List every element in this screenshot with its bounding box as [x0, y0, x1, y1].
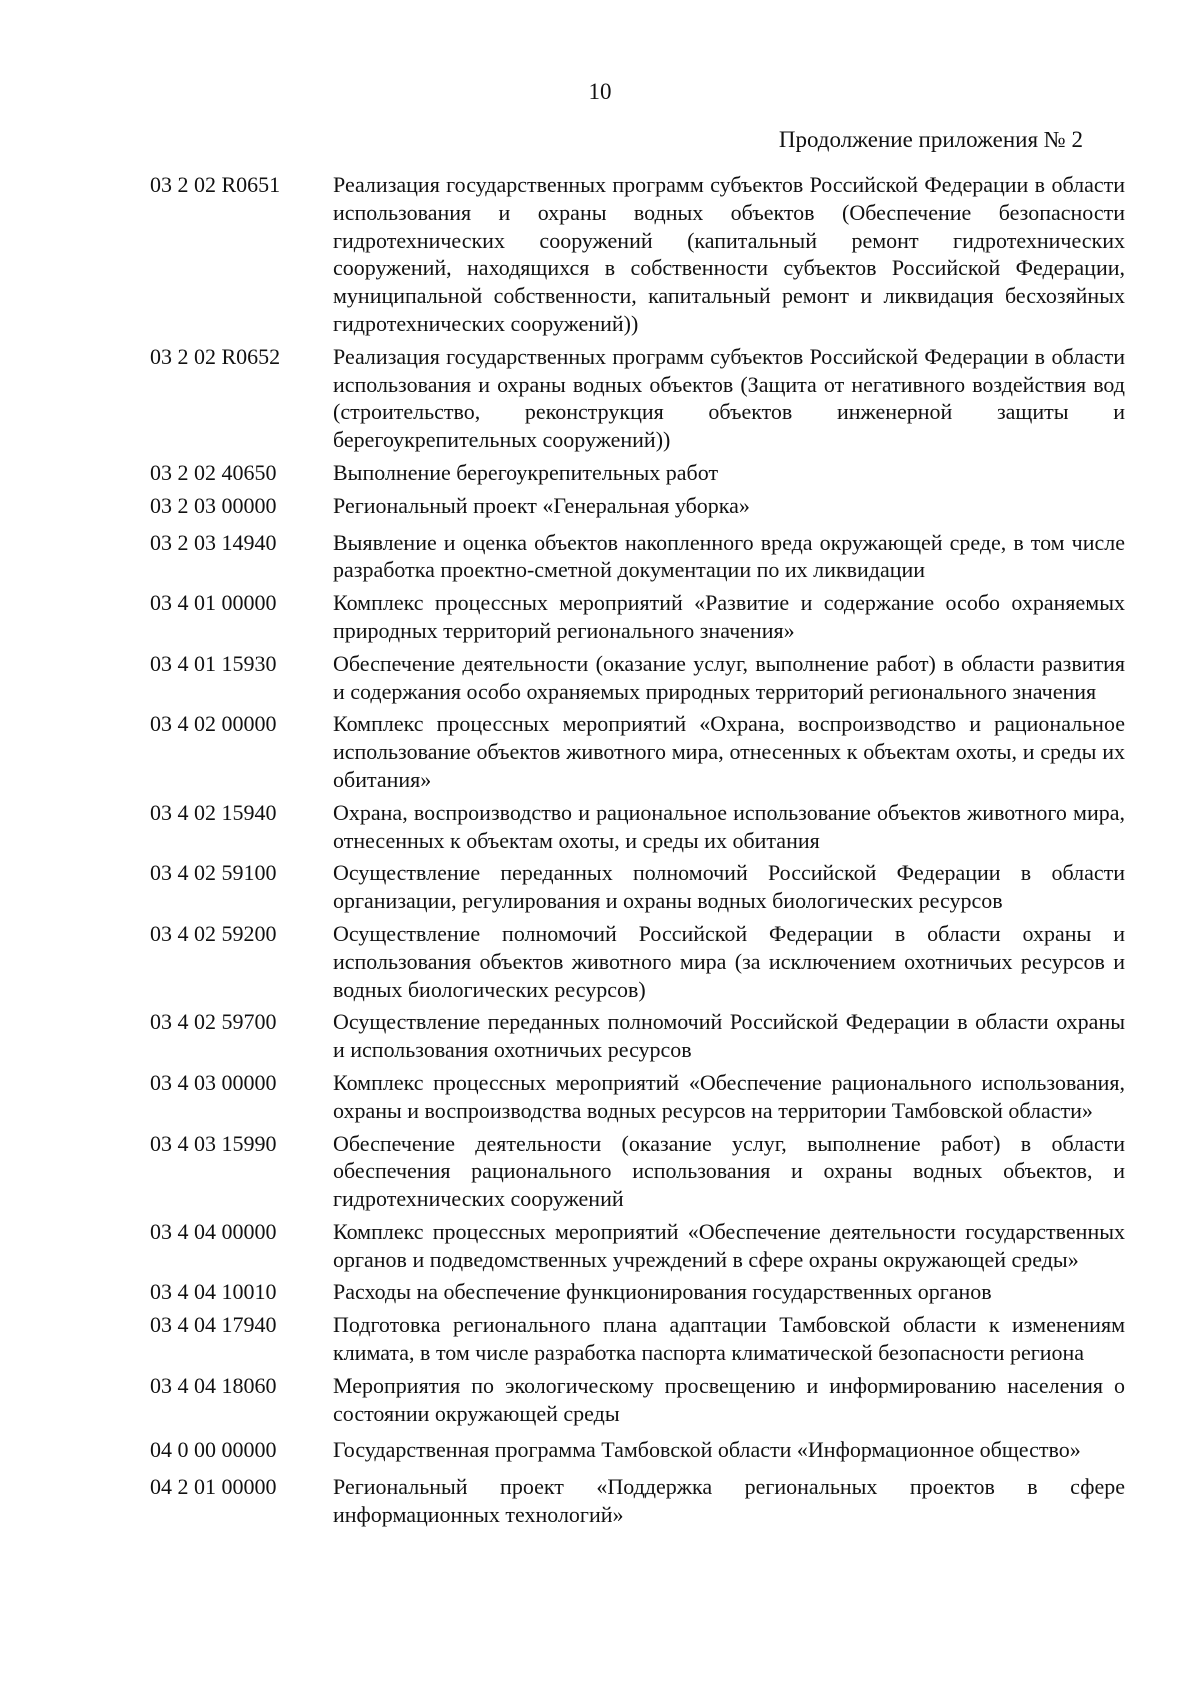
entry-description: Региональный проект «Генеральная уборка» — [333, 492, 750, 518]
entry-code: 03 4 01 00000 — [150, 590, 277, 616]
entry-description: Осуществление полномочий Российской Федерации в области охраны и использования объектов животного мира (за исключением охотничьих ресурсов и водных биологических ресурсов) — [333, 920, 1125, 1002]
entry-code: 03 2 02 40650 — [150, 459, 277, 485]
entry-description: Реализация государственных программ субъектов Российской Федерации в области использования и охраны водных объектов (Защита от негативного воздействия вод (строительство, реконструкция объектов инженерной защиты и берегоукрепительных сооружений)) — [333, 343, 1125, 453]
entry-code: 03 4 02 00000 — [150, 711, 277, 737]
list-item — [150, 171, 1125, 338]
entry-code: 04 0 00 00000 — [150, 1437, 277, 1463]
list-item — [150, 459, 1125, 487]
entry-description: Комплекс процессных мероприятий «Охрана, воспроизводство и рациональное использование объектов животного мира, отнесенных к объектам охоты, и среды их обитания» — [333, 711, 1125, 792]
list-item — [150, 343, 1125, 454]
list-item — [150, 920, 1125, 1003]
entry-code: 03 4 04 18060 — [150, 1372, 277, 1398]
list-item — [150, 859, 1125, 915]
entry-description: Охрана, воспроизводство и рациональное использование объектов животного мира, отнесенных к объектам охоты, и среды их обитания — [333, 799, 1125, 853]
entry-description: Реализация государственных программ субъектов Российской Федерации в области использования и охраны водных объектов (Обеспечение безопасности гидротехнических сооружений (капитальный ремонт гидротехнических сооружений, находящихся в собственности субъектов Российской Федерации, муниципальной собственности, капитальный ремонт и ликвидация бесхозяйных гидротехнических сооружений)) — [333, 172, 1125, 336]
entry-description: Обеспечение деятельности (оказание услуг, выполнение работ) в области развития и содержания особо охраняемых природных территорий регионального значения — [333, 650, 1125, 704]
entry-description: Осуществление переданных полномочий Российской Федерации в области организации, регулирования и охраны водных биологических ресурсов — [333, 860, 1125, 914]
entry-code: 03 4 02 15940 — [150, 799, 277, 825]
entry-description: Выявление и оценка объектов накопленного вреда окружающей среде, в том числе разработка проектно-сметной документации по их ликвидации — [333, 529, 1125, 583]
page-number: 10 — [588, 79, 612, 104]
list-item — [150, 589, 1125, 645]
entry-description: Подготовка регионального плана адаптации Тамбовской области к изменениям климата, в том числе разработка паспорта климатической безопасности региона — [333, 1312, 1125, 1366]
entry-code: 04 2 01 00000 — [150, 1474, 277, 1500]
entry-description: Комплекс процессных мероприятий «Развитие и содержание особо охраняемых природных территорий регионального значения» — [333, 590, 1125, 643]
entry-description: Комплекс процессных мероприятий «Обеспечение деятельности государственных органов и подведомственных учреждений в сфере охраны окружающей среды» — [333, 1218, 1125, 1272]
entry-code: 03 2 02 R0651 — [150, 172, 281, 197]
entry-description: Осуществление переданных полномочий Российской Федерации в области охраны и использования охотничьих ресурсов — [333, 1009, 1125, 1063]
entry-code: 03 2 03 00000 — [150, 492, 277, 518]
entry-code: 03 4 04 17940 — [150, 1312, 277, 1338]
list-item — [150, 1311, 1125, 1367]
list-item — [150, 1278, 1125, 1306]
list-item — [150, 710, 1125, 793]
entry-description: Выполнение берегоукрепительных работ — [333, 459, 719, 485]
list-item — [150, 492, 1125, 520]
list-item — [150, 799, 1125, 855]
entry-description: Мероприятия по экологическому просвещению и информированию населения о состоянии окружающей среды — [333, 1372, 1125, 1426]
list-item — [150, 650, 1125, 706]
list-item — [150, 1436, 1125, 1464]
entry-code: 03 4 03 00000 — [150, 1069, 277, 1095]
list-item — [150, 1473, 1125, 1529]
entry-description: Государственная программа Тамбовской области «Информационное общество» — [333, 1437, 1081, 1463]
list-item — [150, 1008, 1125, 1064]
entry-code: 03 4 01 15930 — [150, 650, 277, 676]
list-item — [150, 1372, 1125, 1428]
list-item — [150, 1069, 1125, 1125]
entry-code: 03 4 04 00000 — [150, 1218, 277, 1244]
appendix-note: Продолжение приложения № 2 — [778, 127, 1083, 152]
entry-code: 03 4 02 59100 — [150, 860, 277, 886]
entry-code: 03 4 03 15990 — [150, 1130, 277, 1156]
entry-code: 03 2 02 R0652 — [150, 343, 281, 369]
list-item — [150, 529, 1125, 585]
entry-description: Расходы на обеспечение функционирования государственных органов — [333, 1279, 992, 1305]
entry-code: 03 2 03 14940 — [150, 529, 277, 555]
list-item — [150, 1130, 1125, 1213]
list-item — [150, 1218, 1125, 1274]
entry-code: 03 4 02 59700 — [150, 1009, 277, 1035]
entry-description: Комплекс процессных мероприятий «Обеспечение рационального использования, охраны и воспроизводства водных ресурсов на территории Тамбовской области» — [333, 1069, 1125, 1123]
entry-code: 03 4 04 10010 — [150, 1279, 277, 1305]
entry-description: Региональный проект «Поддержка региональных проектов в сфере информационных технологий» — [333, 1474, 1125, 1528]
entry-code: 03 4 02 59200 — [150, 920, 277, 946]
entry-description: Обеспечение деятельности (оказание услуг, выполнение работ) в области обеспечения рационального использования и охраны водных объектов, и гидротехнических сооружений — [333, 1130, 1125, 1212]
classification-list — [150, 171, 1125, 1534]
